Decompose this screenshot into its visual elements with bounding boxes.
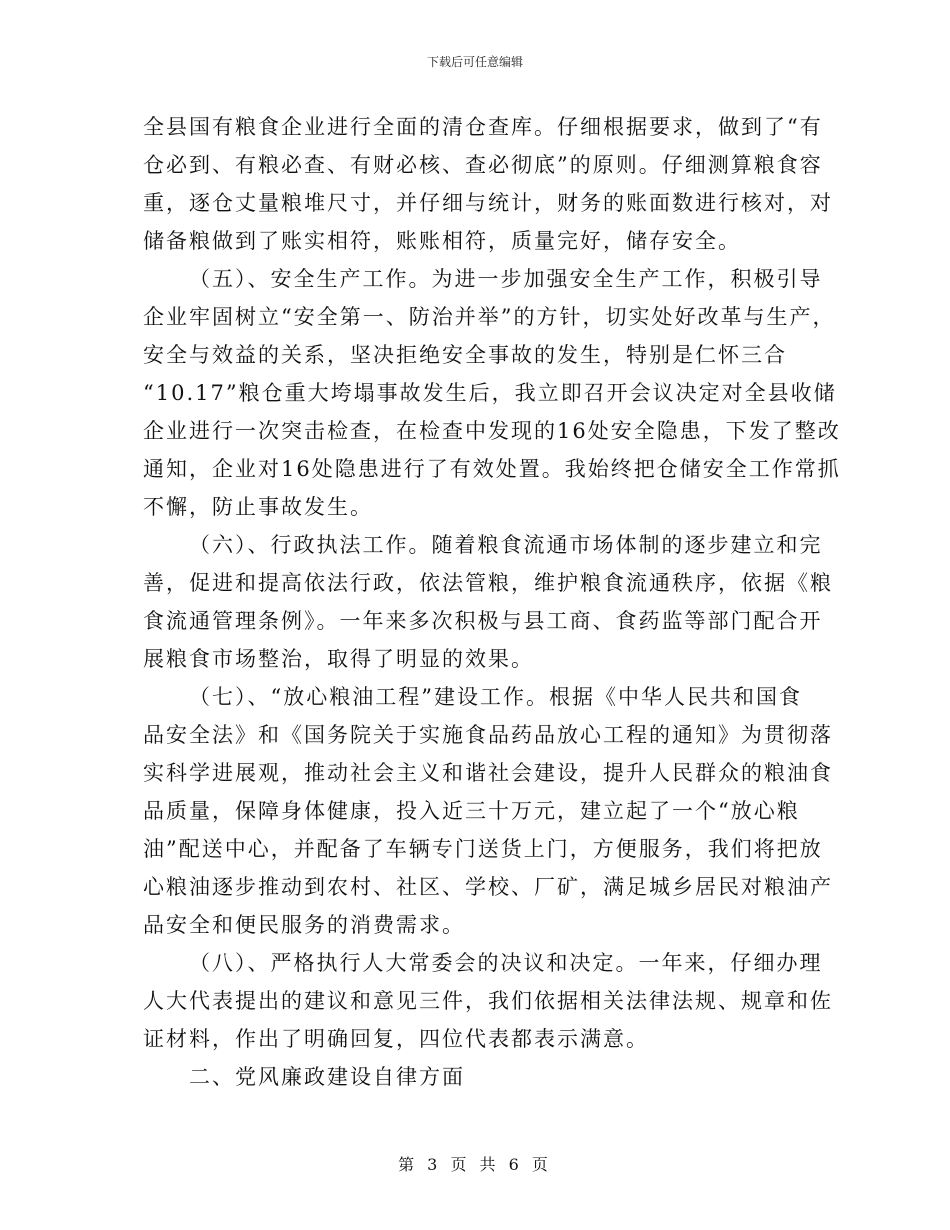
- page-number: 第 3 页 共 6 页: [398, 1155, 552, 1174]
- paragraph-start-line: （五）、安全生产工作。为进一步加强安全生产工作，积极引导: [189, 267, 823, 291]
- text-line: 油”配送中心，并配备了车辆专门送货上门，方便服务，我们将把放: [143, 837, 823, 861]
- paragraph-start-line: （六）、行政执法工作。随着粮食流通市场体制的逐步建立和完: [189, 533, 823, 557]
- paragraph-start-line: （七）、“放心粮油工程”建设工作。根据《中华人民共和国食: [189, 685, 802, 709]
- text-line: 企业牢固树立“安全第一、防治并举”的方针，切实处好改革与生产，: [143, 305, 836, 329]
- text-line: 通知，企业对16处隐患进行了有效处置。我始终把仓储安全工作常抓: [143, 457, 841, 481]
- section-heading: 二、党风廉政建设自律方面: [189, 1065, 465, 1089]
- paragraph-start-line: （八）、严格执行人大常委会的决议和决定。一年来，仔细办理: [189, 951, 823, 975]
- text-line: 安全与效益的关系，坚决拒绝安全事故的发生，特别是仁怀三合: [143, 343, 787, 367]
- text-line: 人大代表提出的建议和意见三件，我们依据相关法律法规、规章和佐: [143, 989, 833, 1013]
- text-line: “10.17”粮仓重大垮塌事故发生后，我立即召开会议决定对全县收储: [143, 381, 837, 405]
- text-line: 品安全和便民服务的消费需求。: [143, 913, 465, 937]
- text-line: 全县国有粮食企业进行全面的清仓查库。仔细根据要求，做到了“有: [143, 115, 823, 139]
- text-line: 不懈，防止事故发生。: [143, 495, 373, 519]
- document-body: [143, 108, 841, 1096]
- text-line: 品安全法》和《国务院关于实施食品药品放心工程的通知》为贯彻落: [143, 723, 833, 747]
- text-line: 证材料，作出了明确回复，四位代表都表示满意。: [143, 1027, 649, 1051]
- text-line: 企业进行一次突击检查，在检查中发现的16处安全隐患，下发了整改: [143, 419, 841, 443]
- page-header: 下载后可任意编辑: [426, 55, 523, 69]
- text-line: 实科学进展观，推动社会主义和谐社会建设，提升人民群众的粮油食: [143, 761, 833, 785]
- text-line: 善，促进和提高依法行政，依法管粮，维护粮食流通秩序，依据《粮: [143, 571, 833, 595]
- text-line: 心粮油逐步推动到农村、社区、学校、厂矿，满足城乡居民对粮油产: [143, 875, 833, 899]
- text-line: 品质量，保障身体健康，投入近三十万元，建立起了一个“放心粮: [143, 799, 800, 823]
- text-line: 展粮食市场整治，取得了明显的效果。: [143, 647, 534, 671]
- text-line: 食流通管理条例》。一年来多次积极与县工商、食药监等部门配合开: [143, 609, 823, 633]
- text-line: 储备粮做到了账实相符，账账相符，质量完好，储存安全。: [143, 229, 741, 253]
- text-line: 重，逐仓丈量粮堆尺寸，并仔细与统计，财务的账面数进行核对，对: [143, 191, 833, 215]
- text-line: 仓必到、有粮必查、有财必核、查必彻底”的原则。仔细测算粮食容: [143, 153, 823, 177]
